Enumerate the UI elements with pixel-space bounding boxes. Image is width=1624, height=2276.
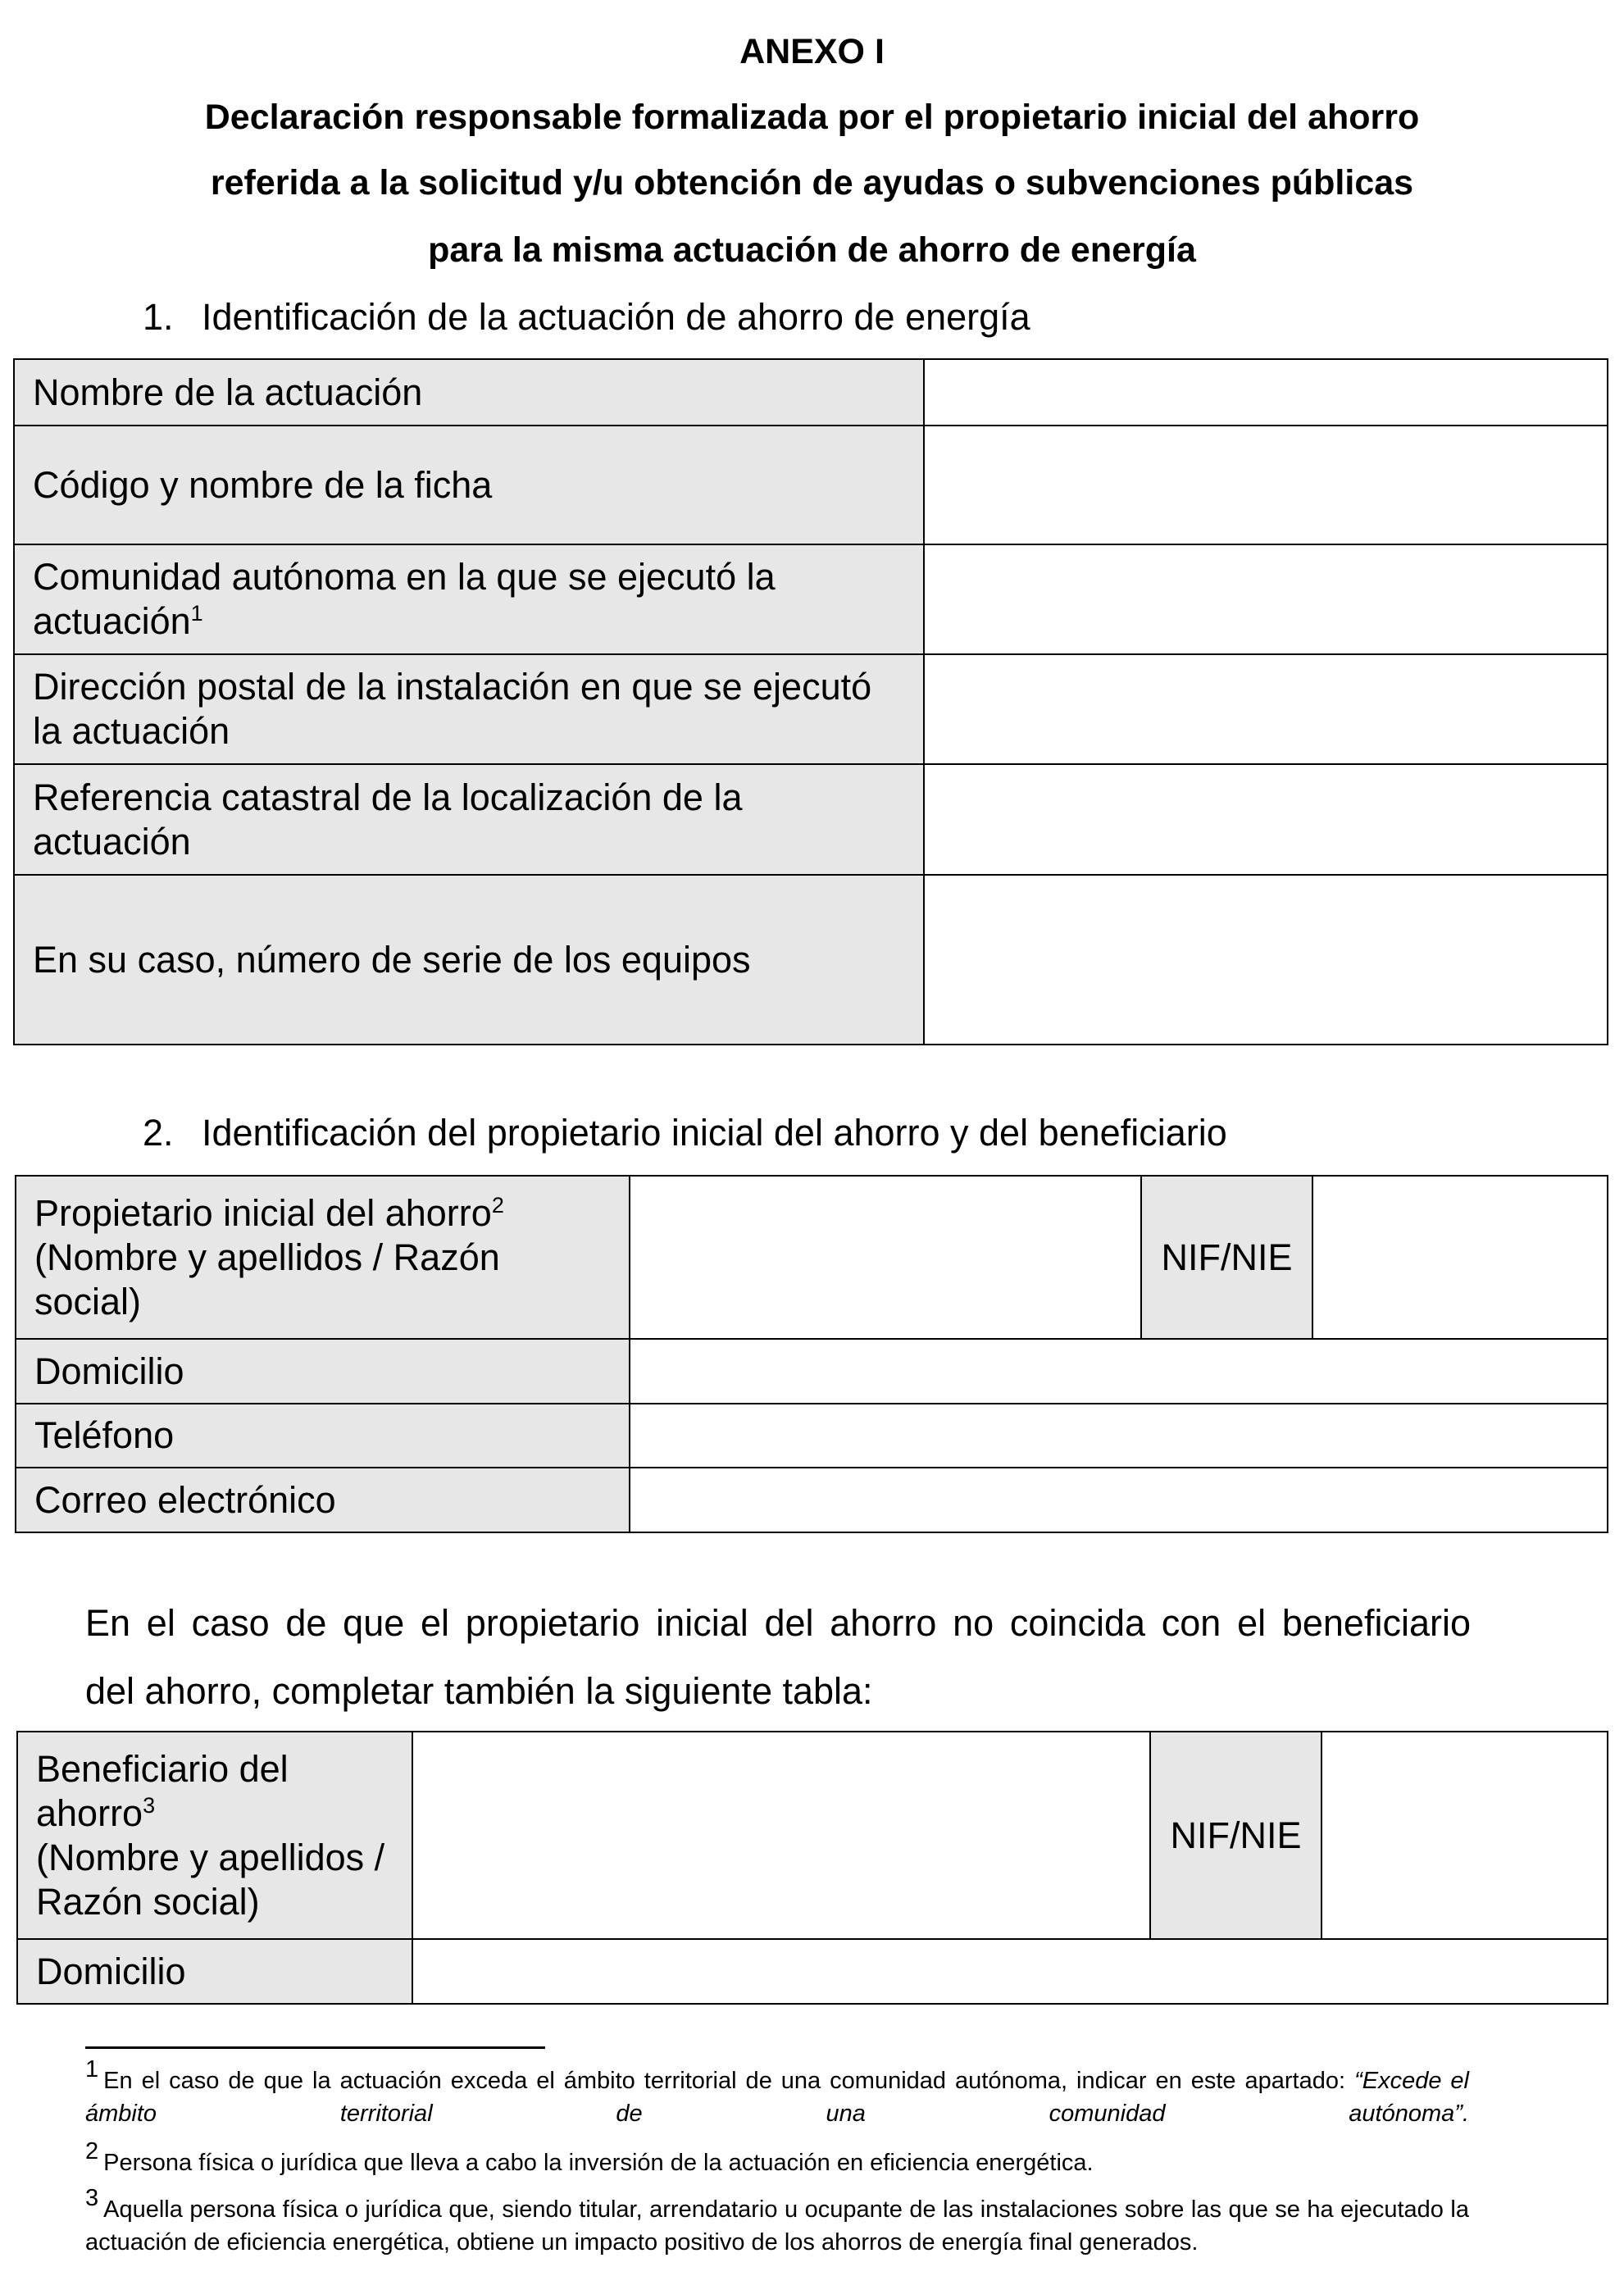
table-row [14, 654, 1608, 764]
beneficiary-nif-field[interactable] [1321, 1732, 1608, 1939]
beneficiary-instruction [85, 1589, 1471, 1725]
table-row [17, 1939, 1608, 2004]
sheet-code-label: Código y nombre de la ficha [14, 426, 924, 544]
table-row [14, 764, 1608, 875]
beneficiary-instruction-line-1: En el caso de que el propietario inicial del ahorro no coincida con el beneficiario [85, 1602, 1471, 1644]
table-row [16, 1339, 1608, 1404]
owner-nif-label: NIF/NIE [1141, 1176, 1312, 1339]
footnote-ref-1: 1 [190, 601, 203, 626]
owner-nif-field[interactable] [1312, 1176, 1608, 1339]
section-1-title: Identificación de la actuación de ahorro de energía [202, 296, 1030, 338]
section-1-number: 1. [143, 296, 174, 338]
beneficiary-nif-label: NIF/NIE [1150, 1732, 1321, 1939]
sheet-code-field[interactable] [924, 426, 1608, 544]
footnote-ref-2: 2 [491, 1192, 504, 1218]
beneficiary-label: Beneficiario del ahorro$^3$ (Nombre y apellidos / Razón social) [17, 1732, 412, 1939]
table-row [14, 426, 1608, 544]
postal-address-label: Dirección postal de la instalación en que se ejecutó la actuación [14, 654, 924, 764]
beneficiary-name-field[interactable] [412, 1732, 1150, 1939]
owner-address-field[interactable] [630, 1339, 1608, 1404]
owner-phone-field[interactable] [630, 1404, 1608, 1468]
autonomous-community-label: Comunidad autónoma en la que se ejecutó la actuación$^1$ [14, 544, 924, 654]
declaration-title-line-2: referida a la solicitud y/u obtención de ayudas o subvenciones públicas [210, 163, 1414, 203]
footnote-1-mark: 1 [85, 2056, 99, 2083]
actuation-table [13, 358, 1608, 1045]
table-row [16, 1176, 1608, 1339]
cadastral-reference-field[interactable] [924, 764, 1608, 875]
table-row [16, 1404, 1608, 1468]
owner-email-label: Correo electrónico [16, 1468, 630, 1532]
owner-email-field[interactable] [630, 1468, 1608, 1532]
owner-address-label: Domicilio [16, 1339, 630, 1404]
initial-owner-name-field[interactable] [630, 1176, 1141, 1339]
section-2-heading [143, 1108, 1227, 1158]
section-2-number: 2. [143, 1112, 174, 1154]
table-row [17, 1732, 1608, 1939]
footnote-3: 3 Aquella persona física o jurídica que, siendo titular, arrendatario u ocupante de las instalaciones sobre las que se ha ejecutado la actuación de eficiencia energética, obtiene un impacto positivo de los ahorros de energía final generados. [85, 2185, 1469, 2256]
declaration-title-line-3: para la misma actuación de ahorro de energía [428, 230, 1196, 270]
actuation-name-field[interactable] [924, 359, 1608, 426]
declaration-title-line-1: Declaración responsable formalizada por el propietario inicial del ahorro [204, 98, 1420, 137]
footnote-2-mark: 2 [85, 2138, 99, 2164]
table-row [14, 875, 1608, 1045]
footnote-3-mark: 3 [85, 2185, 99, 2211]
beneficiary-instruction-line-2: del ahorro, completar también la siguiente tabla: [85, 1670, 873, 1712]
beneficiary-address-field[interactable] [412, 1939, 1608, 2004]
table-row [14, 359, 1608, 426]
owner-table [15, 1175, 1608, 1533]
footnote-ref-3: 3 [143, 1792, 156, 1818]
footnote-1: 1 En el caso de que la actuación exceda el ámbito territorial de una comunidad autónoma, indicar en este apartado: “Excede el ámbito territorial de una comunidad autónoma”. [85, 2056, 1470, 2127]
table-row [16, 1468, 1608, 1532]
beneficiary-table [16, 1731, 1608, 2005]
beneficiary-address-label: Domicilio [17, 1939, 412, 2004]
section-2-title: Identificación del propietario inicial del ahorro y del beneficiario [202, 1112, 1227, 1154]
postal-address-field[interactable] [924, 654, 1608, 764]
equipment-serial-field[interactable] [924, 875, 1608, 1045]
footnote-separator [85, 2046, 545, 2049]
actuation-name-label: Nombre de la actuación [14, 359, 924, 426]
table-row [14, 544, 1608, 654]
owner-phone-label: Teléfono [16, 1404, 630, 1468]
section-1-heading [143, 293, 1030, 342]
autonomous-community-field[interactable] [924, 544, 1608, 654]
initial-owner-label: Propietario inicial del ahorro$^2$ (Nombre y apellidos / Razón social) [16, 1176, 630, 1339]
cadastral-reference-label: Referencia catastral de la localización de la actuación [14, 764, 924, 875]
footnote-2: 2 Persona física o jurídica que lleva a cabo la inversión de la actuación en eficiencia energética. [85, 2138, 1094, 2176]
equipment-serial-label: En su caso, número de serie de los equipos [14, 875, 924, 1045]
annex-title: ANEXO I [739, 32, 885, 71]
